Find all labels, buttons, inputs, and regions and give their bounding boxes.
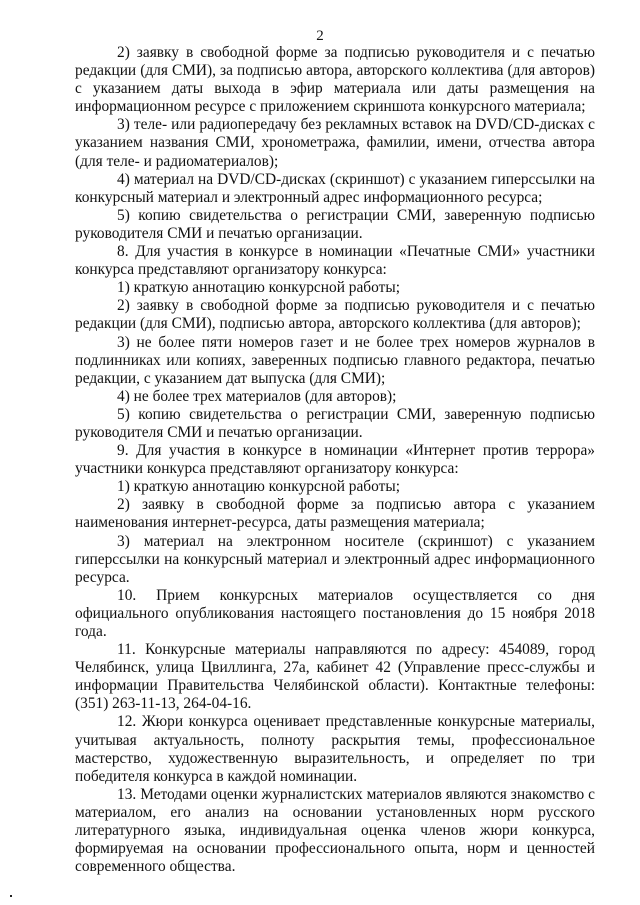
paragraph-12: 12. Жюри конкурса оценивает представленные конкурсные материалы, учитывая актуальность, полноту раскрытия темы, профессиональное мастерство, художественную выразительность, и определяет по три победителя конкурса в каждой номинации. bbox=[75, 713, 595, 785]
paragraph-2-3: 3) теле- или радиопередачу без рекламных вставок на DVD/CD-дисках с указанием названия СМИ, хронометража, фамилии, имени, отчества автора (для теле- и радиоматериалов); bbox=[75, 116, 595, 170]
paragraph-9: 9. Для участия в конкурсе в номинации «Интернет против террора» участники конкурса представляют организатору конкурса: bbox=[75, 442, 595, 478]
paragraph-8: 8. Для участия в конкурсе в номинации «Печатные СМИ» участники конкурса представляют организатору конкурса: bbox=[75, 243, 595, 279]
paragraph-8-4: 4) не более трех материалов (для авторов); bbox=[117, 387, 397, 405]
paragraph-2-4: 4) материал на DVD/CD-дисках (скриншот) с указанием гиперссылки на конкурсный материал и электронный адрес информационного ресурса; bbox=[75, 170, 595, 206]
paragraph-10: 10. Прием конкурсных материалов осуществляется со дня официального опубликования настоящего постановления до 15 ноября 2018 года. bbox=[75, 586, 595, 640]
document-body bbox=[75, 44, 595, 876]
paragraph-8-2: 2) заявку в свободной форме за подписью руководителя и с печатью редакции (для СМИ), подписью автора, авторского коллектива (для авторов); bbox=[75, 297, 595, 333]
page-number: 2 bbox=[316, 28, 324, 44]
paragraph-8-3: 3) не более пяти номеров газет и не более трех номеров журналов в подлинниках или копиях, заверенных подписью главного редактора, печатью редакции, с указанием дат выпуска (для СМИ); bbox=[75, 333, 595, 387]
paragraph-11: 11. Конкурсные материалы направляются по адресу: 454089, город Челябинск, улица Цвиллинга, 27а, кабинет 42 (Управление пресс-службы и информации Правительства Челябинской области). Контактные телефоны: (351) 263-11-13, 264-04-16. bbox=[75, 641, 595, 713]
paragraph-8-1: 1) краткую аннотацию конкурсной работы; bbox=[117, 279, 400, 297]
scan-artifact-dot bbox=[10, 895, 12, 897]
paragraph-9-2: 2) заявку в свободной форме за подписью автора с указанием наименования интернет-ресурса, даты размещения материала; bbox=[75, 496, 595, 532]
paragraph-2-5: 5) копию свидетельства о регистрации СМИ, заверенную подписью руководителя СМИ и печатью организации. bbox=[75, 206, 595, 242]
paragraph-2-1: 2) заявку в свободной форме за подписью руководителя и с печатью редакции (для СМИ), за подписью автора, авторского коллектива (для авторов) с указанием даты выхода в эфир материала или даты размещения на информационном ресурсе с приложением скриншота конкурсного материала; bbox=[75, 44, 595, 116]
paragraph-8-5: 5) копию свидетельства о регистрации СМИ, заверенную подписью руководителя СМИ и печатью организации. bbox=[75, 405, 595, 441]
paragraph-9-1: 1) краткую аннотацию конкурсной работы; bbox=[117, 478, 400, 496]
paragraph-9-3: 3) материал на электронном носителе (скриншот) с указанием гиперссылки на конкурсный материал и электронный адрес информационного ресурса. bbox=[75, 532, 595, 586]
paragraph-13: 13. Методами оценки журналистских материалов являются знакомство с материалом, его анализ на основании установленных норм русского литературного языка, индивидуальная оценка членов жюри конкурса, формируемая на основании профессионального опыта, норм и ценностей современного общества. bbox=[75, 785, 595, 876]
